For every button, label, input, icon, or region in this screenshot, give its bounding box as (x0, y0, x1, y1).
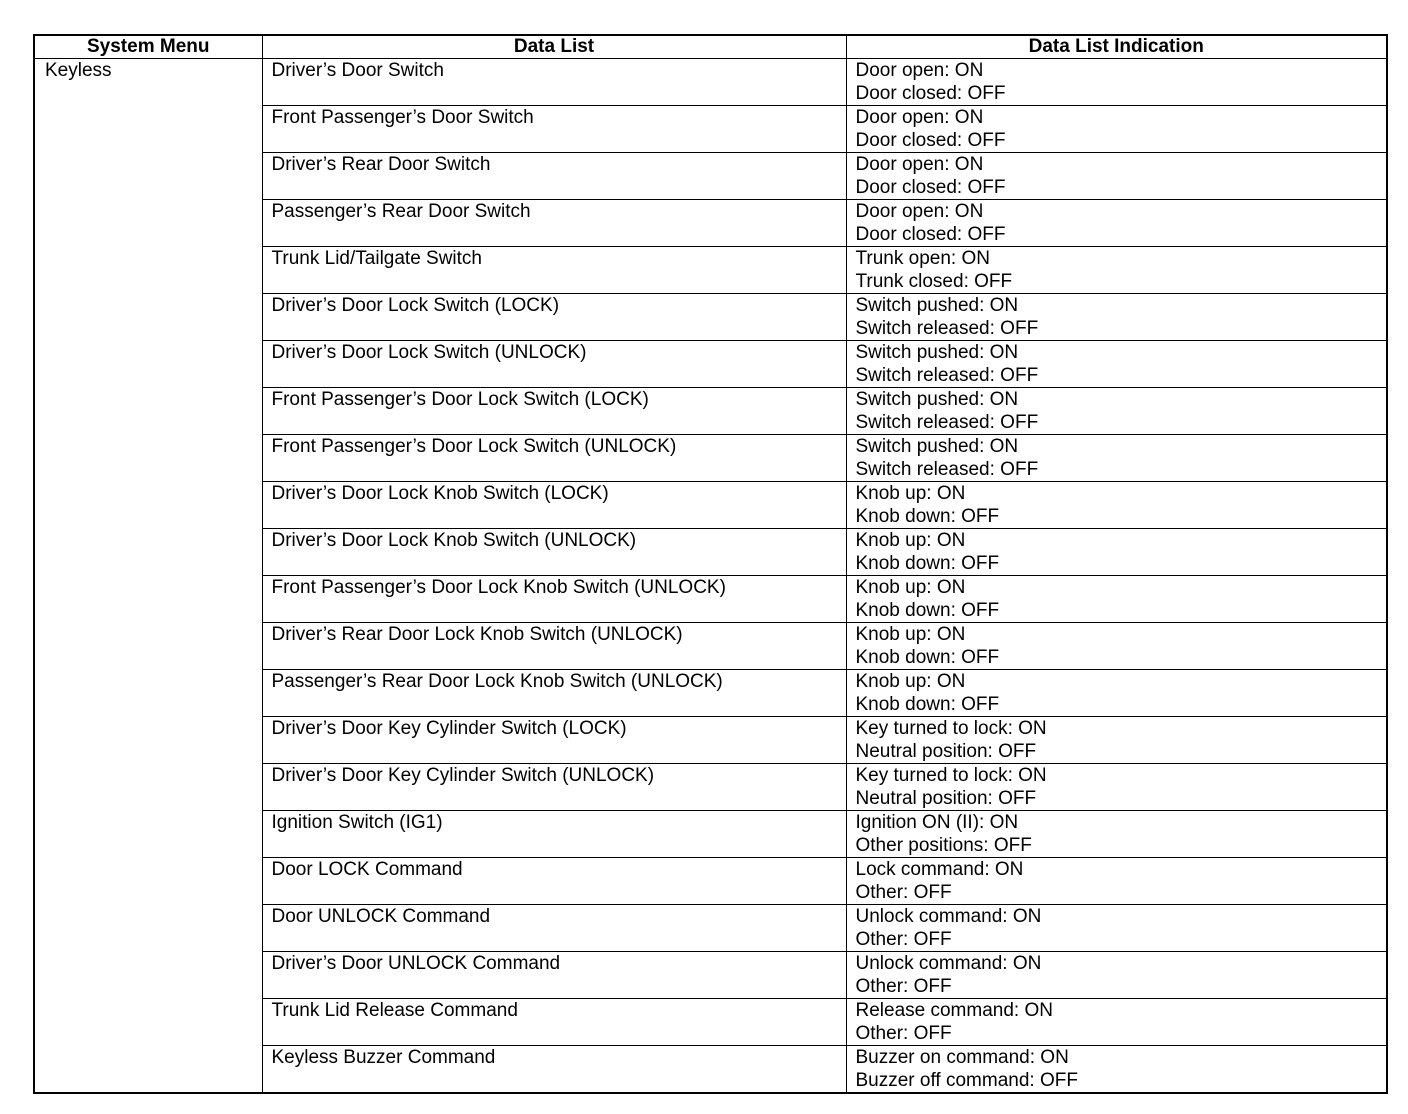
indication-line: Trunk closed: OFF (855, 271, 1013, 292)
data-list-indication (846, 153, 1387, 200)
indication-line: Door closed: OFF (855, 130, 1006, 151)
indication-line: Switch released: OFF (855, 318, 1039, 339)
data-list-item: Driver’s Rear Door Switch (262, 153, 846, 200)
data-list-item: Front Passenger’s Door Lock Switch (LOCK) (262, 388, 846, 435)
data-list-indication (846, 999, 1387, 1046)
indication-line: Switch pushed: ON (855, 295, 1019, 316)
data-list-item: Trunk Lid/Tailgate Switch (262, 247, 846, 294)
indication-line: Knob down: OFF (855, 600, 1000, 621)
data-list-indication (846, 670, 1387, 717)
data-list-item: Door UNLOCK Command (262, 905, 846, 952)
indication-line: Switch released: OFF (855, 412, 1039, 433)
data-list-indication (846, 388, 1387, 435)
data-list-indication (846, 247, 1387, 294)
indication-line: Switch pushed: ON (855, 342, 1019, 363)
indication-line: Neutral position: OFF (855, 741, 1037, 762)
data-list-indication (846, 1046, 1387, 1094)
data-list-item: Trunk Lid Release Command (262, 999, 846, 1046)
indication-line: Switch released: OFF (855, 365, 1039, 386)
indication-line: Release command: ON (855, 1000, 1053, 1021)
data-list-indication (846, 905, 1387, 952)
indication-line: Knob down: OFF (855, 506, 1000, 527)
indication-line: Switch pushed: ON (855, 389, 1019, 410)
data-list-item: Driver’s Door Key Cylinder Switch (UNLOCK) (262, 764, 846, 811)
header-data-list-indication: Data List Indication (846, 35, 1387, 59)
indication-line: Door open: ON (855, 107, 984, 128)
indication-line: Knob down: OFF (855, 553, 1000, 574)
data-list-indication (846, 435, 1387, 482)
header-row (34, 35, 1387, 59)
data-list-item: Front Passenger’s Door Lock Knob Switch (UNLOCK) (262, 576, 846, 623)
indication-line: Knob down: OFF (855, 647, 1000, 668)
data-list-item: Keyless Buzzer Command (262, 1046, 846, 1094)
indication-line: Buzzer on command: ON (855, 1047, 1069, 1068)
indication-line: Buzzer off command: OFF (855, 1070, 1078, 1091)
indication-line: Trunk open: ON (855, 248, 990, 269)
indication-line: Door open: ON (855, 201, 984, 222)
indication-line: Switch pushed: ON (855, 436, 1019, 457)
data-list-item: Passenger’s Rear Door Switch (262, 200, 846, 247)
indication-line: Knob up: ON (855, 577, 966, 598)
data-list-item: Driver’s Door UNLOCK Command (262, 952, 846, 999)
table-header (34, 35, 1387, 59)
data-list-item: Driver’s Door Key Cylinder Switch (LOCK) (262, 717, 846, 764)
indication-line: Other: OFF (855, 929, 952, 950)
data-list-indication (846, 294, 1387, 341)
indication-line: Knob up: ON (855, 483, 966, 504)
data-list-item: Driver’s Door Lock Switch (LOCK) (262, 294, 846, 341)
indication-line: Door closed: OFF (855, 224, 1006, 245)
indication-line: Lock command: ON (855, 859, 1024, 880)
data-list-indication (846, 576, 1387, 623)
data-list-item: Driver’s Door Lock Switch (UNLOCK) (262, 341, 846, 388)
indication-line: Knob up: ON (855, 624, 966, 645)
data-list-indication (846, 858, 1387, 905)
data-list-item: Driver’s Rear Door Lock Knob Switch (UNLOCK) (262, 623, 846, 670)
indication-line: Other positions: OFF (855, 835, 1032, 856)
indication-line: Door closed: OFF (855, 83, 1006, 104)
table-body (34, 59, 1387, 1094)
data-list-indication (846, 200, 1387, 247)
data-list-item: Door LOCK Command (262, 858, 846, 905)
data-list-indication (846, 106, 1387, 153)
system-menu-cell: Keyless (34, 59, 262, 1094)
indication-line: Other: OFF (855, 1023, 952, 1044)
indication-line: Unlock command: ON (855, 906, 1042, 927)
data-list-item: Front Passenger’s Door Lock Switch (UNLOCK) (262, 435, 846, 482)
data-list-indication (846, 623, 1387, 670)
data-list-indication (846, 764, 1387, 811)
indication-line: Knob up: ON (855, 530, 966, 551)
indication-line: Switch released: OFF (855, 459, 1039, 480)
indication-line: Other: OFF (855, 882, 952, 903)
data-list-item: Ignition Switch (IG1) (262, 811, 846, 858)
data-list-item: Passenger’s Rear Door Lock Knob Switch (UNLOCK) (262, 670, 846, 717)
data-list-indication (846, 952, 1387, 999)
indication-line: Key turned to lock: ON (855, 718, 1047, 739)
indication-line: Ignition ON (II): ON (855, 812, 1019, 833)
table-row (34, 59, 1387, 106)
data-list-indication (846, 811, 1387, 858)
indication-line: Knob down: OFF (855, 694, 1000, 715)
indication-line: Neutral position: OFF (855, 788, 1037, 809)
data-list-indication (846, 529, 1387, 576)
indication-line: Knob up: ON (855, 671, 966, 692)
indication-line: Other: OFF (855, 976, 952, 997)
data-list-item: Driver’s Door Lock Knob Switch (UNLOCK) (262, 529, 846, 576)
indication-line: Door open: ON (855, 154, 984, 175)
header-system-menu: System Menu (34, 35, 262, 59)
data-list-item: Driver’s Door Switch (262, 59, 846, 106)
data-list-item: Front Passenger’s Door Switch (262, 106, 846, 153)
indication-line: Unlock command: ON (855, 953, 1042, 974)
indication-line: Door closed: OFF (855, 177, 1006, 198)
data-list-indication (846, 341, 1387, 388)
indication-line: Key turned to lock: ON (855, 765, 1047, 786)
data-list-item: Driver’s Door Lock Knob Switch (LOCK) (262, 482, 846, 529)
data-list-table (33, 34, 1388, 1094)
data-list-indication (846, 717, 1387, 764)
header-data-list: Data List (262, 35, 846, 59)
data-list-indication (846, 482, 1387, 529)
indication-line: Door open: ON (855, 60, 984, 81)
data-list-indication (846, 59, 1387, 106)
